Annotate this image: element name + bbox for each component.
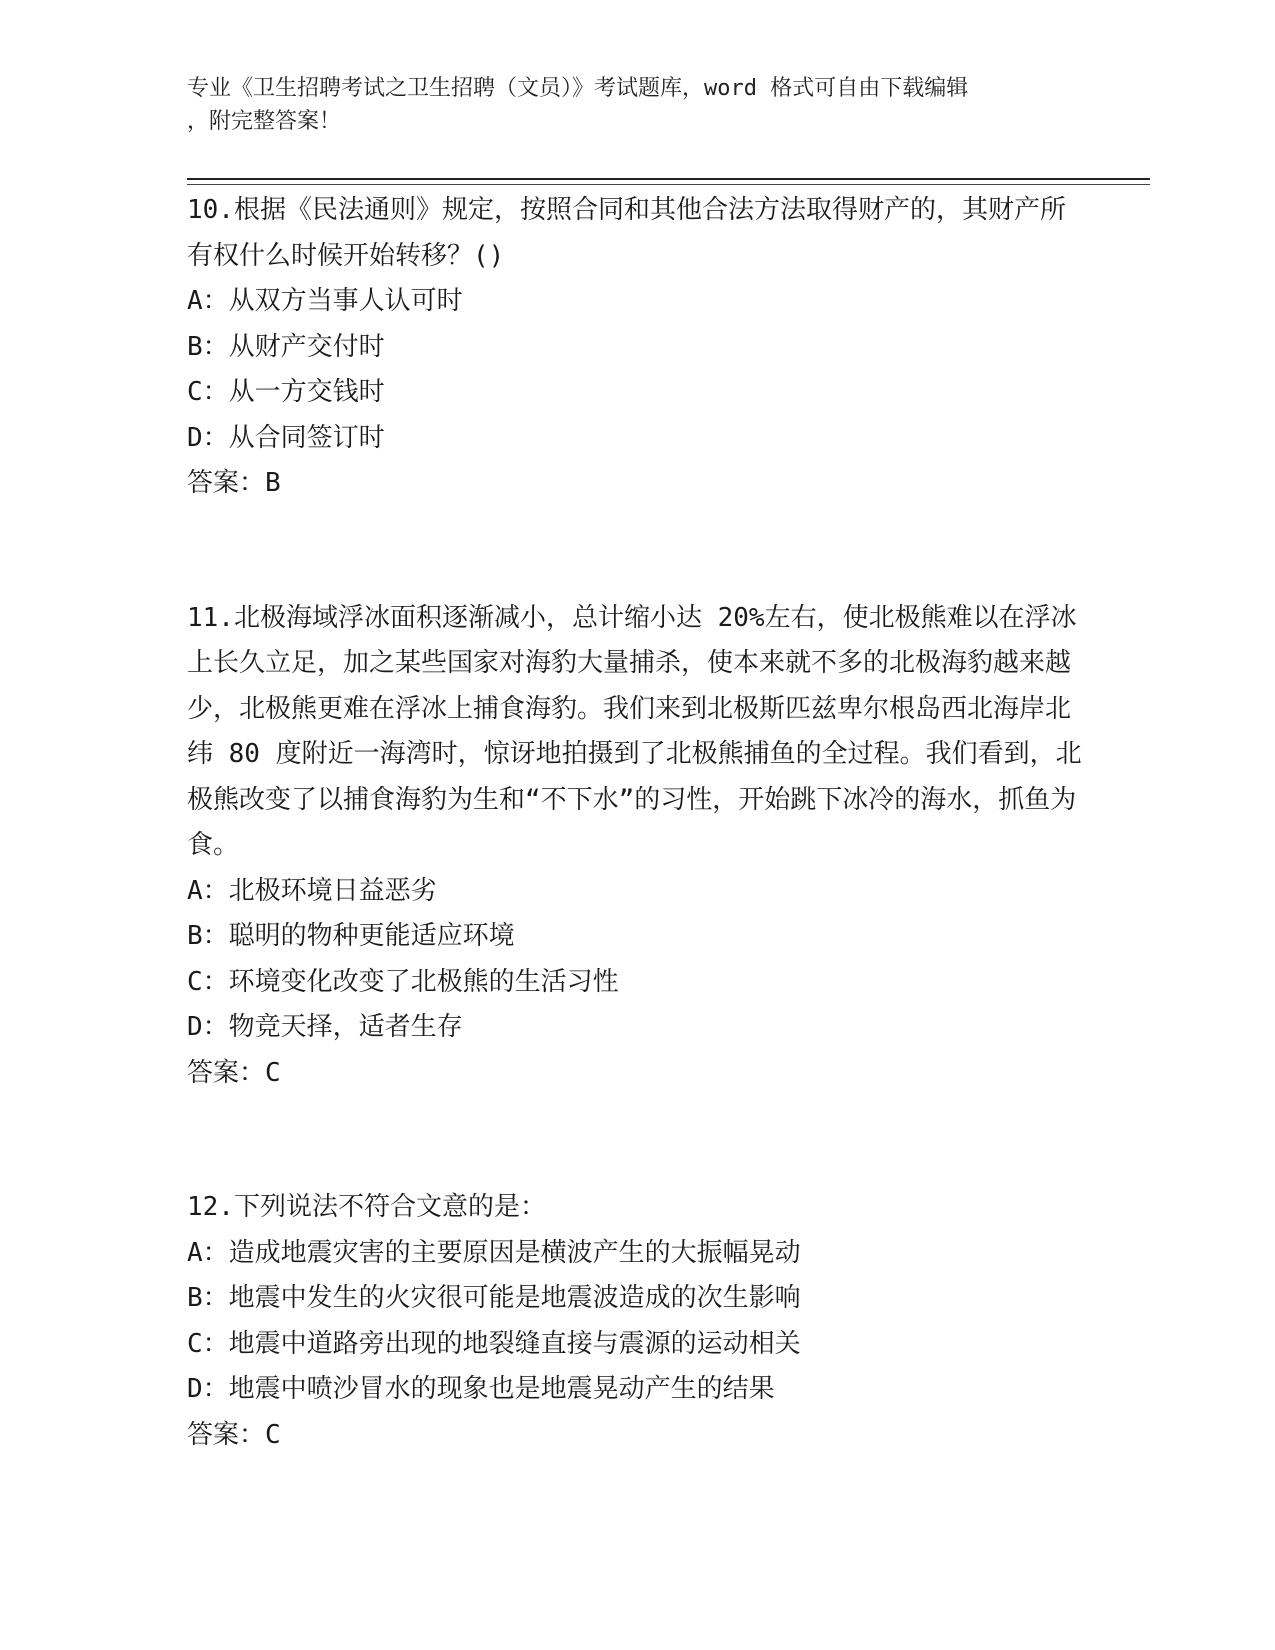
option-d: D：物竞天择，适者生存 [187,1012,463,1042]
question-stem: 10.根据《民法通则》规定，按照合同和其他合法方法取得财产的，其财产所有权什么时候开始转移？() [187,195,1066,271]
header-divider-thick [187,178,1150,180]
option-c: C：从一方交钱时 [187,377,385,407]
option-a: A：从双方当事人认可时 [187,286,463,316]
question-list [187,188,1087,1458]
question-stem: 11.北极海域浮冰面积逐渐减小，总计缩小达 20%左右，使北极熊难以在浮冰上长久立足，加之某些国家对海豹大量捕杀，使本来就不多的北极海豹越来越少，北极熊更难在浮冰上捕食海豹。我们来到北极斯匹兹卑尔根岛西北海岸北纬 80 度附近一海湾时，惊讶地拍摄到了北极熊捕鱼的全过程。我们看到，北极熊改变了以捕食海豹为生和“不下水”的习性，开始跳下冰冷的海水，抓鱼为食。 [187,602,1082,860]
answer: 答案：C [187,1057,281,1088]
question-11 [187,596,1087,1097]
option-b: B：从财产交付时 [187,331,385,362]
question-spacer [187,1096,1087,1185]
document-header [187,72,1077,138]
header-divider-thin [187,184,1150,185]
option-b: B：聪明的物种更能适应环境 [187,921,515,951]
option-c: C：环境变化改变了北极熊的生活习性 [187,966,619,997]
question-spacer [187,507,1087,596]
question-10 [187,188,1087,507]
header-line-1: 专业《卫生招聘考试之卫生招聘（文员）》考试题库，word 格式可自由下载编辑 [187,76,969,101]
header-line-2: ，附完整答案！ [187,109,342,134]
option-c: C：地震中道路旁出现的地裂缝直接与震源的运动相关 [187,1328,801,1359]
answer: 答案：B [187,468,281,498]
question-stem: 12.下列说法不符合文意的是： [187,1192,546,1222]
option-d: D：从合同签订时 [187,422,385,453]
answer: 答案：C [187,1419,281,1450]
option-a: A：北极环境日益恶劣 [187,875,437,906]
option-a: A：造成地震灾害的主要原因是横波产生的大振幅晃动 [187,1237,801,1268]
option-b: B：地震中发生的火灾很可能是地震波造成的次生影响 [187,1283,801,1313]
option-d: D：地震中喷沙冒水的现象也是地震晃动产生的结果 [187,1374,775,1404]
question-12 [187,1185,1087,1458]
